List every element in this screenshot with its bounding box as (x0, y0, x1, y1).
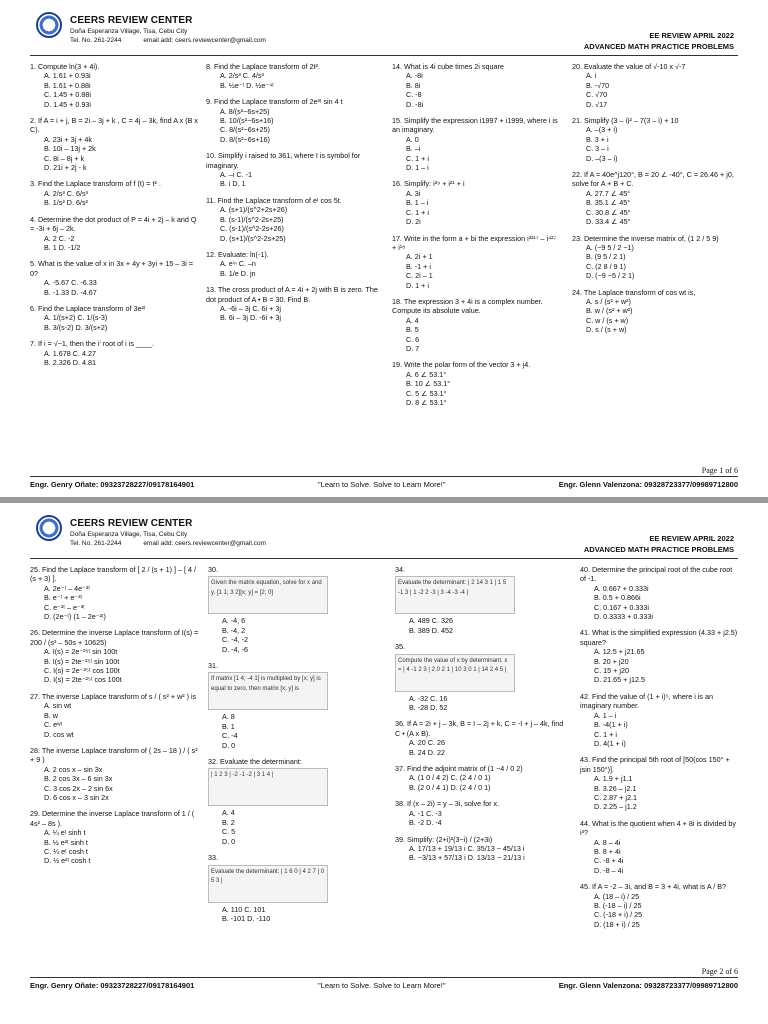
question-item (392, 360, 562, 407)
question-item (392, 116, 562, 172)
answer-choice: C. 30.8 ∠ 45° (586, 207, 631, 217)
answer-choice: B. (2 0 / 4 1) D. (2 4 / 0 1) (409, 782, 491, 792)
answer-choice: D. 1 + i (406, 280, 429, 290)
answer-choice: A. 0 (406, 134, 419, 144)
answer-choice: B. 35.1 ∠ 45° (586, 198, 631, 208)
answer-choice: D. √17 (586, 99, 608, 109)
question-item (30, 565, 200, 621)
answer-choice: A. s / (s² + w²) (586, 296, 631, 306)
answer-choice: A. 110 C. 101 (222, 904, 266, 914)
answer-choice: B. 2 (222, 817, 235, 827)
question-item (206, 285, 381, 323)
answer-choice: A. -1 C. -3 (409, 808, 442, 818)
answer-choice: B. -101 D. -110 (222, 913, 271, 923)
answer-choice: D. -8 – 4i (594, 865, 624, 875)
answer-choice: C. 6 (406, 334, 420, 344)
question-figure: Evaluate the determinant: | 1 6 0 | 4 2 7 | 0 5 3 | (208, 865, 328, 903)
footer-divider (30, 476, 738, 477)
question-stem: 41. What is the simplified expression (4.33 + j2.5) square? (580, 628, 738, 647)
answer-choice: B. I(s) = 2te⁻²⁵ᵗ sin 100t (44, 656, 120, 666)
answer-choice: D. cos wt (44, 729, 74, 739)
answer-choice: C. w / (s + w) (586, 315, 629, 325)
answer-choice: C. 3 – i (586, 144, 609, 154)
question-item (30, 746, 200, 802)
answer-choice: A. 2/s³ C. 6/s³ (44, 188, 88, 198)
answer-choice: D. (2e⁻ᵗ) (1 – 2e⁻²ᵗ) (44, 612, 106, 622)
answer-choice: C. 2i – 1 (406, 271, 433, 281)
answer-choice: A. –i C. -1 (220, 170, 252, 180)
answer-choice: B. 6i – 3j D. -6i + 3j (220, 313, 281, 323)
answer-choice: C. 1 + i (406, 207, 429, 217)
answer-choice: C. -8 (406, 90, 422, 100)
answer-choice: A. -5.67 C. -6.33 (44, 278, 97, 288)
question-item (392, 297, 562, 353)
page-header (0, 503, 768, 555)
question-item (208, 757, 388, 846)
answer-choice: A. (1 0 / 4 2) C. (2 4 / 0 1) (409, 773, 491, 783)
answer-choice: C. 5 (222, 827, 236, 837)
question-stem: 28. The inverse Laplace transform of ( 2s – 18 ) / ( s² + 9 ) (30, 745, 198, 765)
answer-choice: A. 8/(s²−6s+25) (220, 106, 270, 116)
question-item (395, 799, 570, 827)
answer-choice: B. 3 + i (586, 134, 609, 144)
answer-choice: D. 0 (222, 740, 236, 750)
answer-choice: D. 4(1 + i) (594, 738, 626, 748)
answer-choice: C. (-18 + i) / 25 (594, 910, 643, 920)
answer-choice: A. 4 (406, 315, 419, 325)
question-stem: 24. The Laplace transform of cos wt is, (572, 287, 696, 297)
answer-choice: D. 7 (406, 343, 420, 353)
question-item (30, 809, 200, 865)
answer-choice: A. I(s) = 2e⁻²⁵ᵗ sin 100t (44, 647, 118, 657)
answer-choice: C. (2 8 / 9 1) (586, 261, 626, 271)
question-stem: 26. Determine the inverse Laplace transform of I(s) = 200 / (s² – 50s + 10625) (30, 628, 199, 647)
answer-choice: B. 1.61 + 0.88i (44, 80, 91, 90)
column-2 (208, 565, 388, 930)
question-item (572, 62, 742, 109)
answer-choice: A. 1.9 + j1.1 (594, 774, 633, 784)
answer-choice: A. 6 ∠ 53.1° (406, 369, 447, 379)
org-contact: Tel. No. 261-2244 email add: ceers.reviewcenter@gmail.com (70, 540, 266, 547)
answer-choice: B. 2.326 D. 4.81 (44, 357, 96, 367)
answer-choice: D. -8i (406, 99, 424, 109)
question-stem: 19. Write the polar form of the vector 3 + j4. (392, 360, 531, 370)
answer-choice: C. 3 cos 2x – 2 sin 6x (44, 783, 113, 793)
answer-choice: D. I(s) = 2te⁻²⁵ᵗ cos 100t (44, 675, 122, 685)
question-item (572, 234, 742, 281)
question-stem: 18. The expression 3 + 4i is a complex number. Compute its absolute value. (392, 296, 543, 316)
answer-choice: B. 1/e D. jn (220, 268, 256, 278)
org-address: Doña Esperanza Village, Tisa, Cebu City (70, 531, 188, 538)
question-stem: 35. (395, 642, 405, 652)
answer-choice: A. 1/(s+2) C. 1/(s-3) (44, 313, 108, 323)
answer-choice: A. -8i (406, 71, 423, 81)
answer-choice: A. 17/13 + 19/13 i C. 35/13 − 45/13 i (409, 843, 525, 853)
answer-choice: B. 10 ∠ 53.1° (406, 379, 451, 389)
answer-choice: A. 2i + 1 (406, 252, 433, 262)
answer-choice: A. 1.61 + 0.93i (44, 71, 91, 81)
question-stem: 33. (208, 853, 218, 863)
question-figure: Evaluate the determinant: | 2 14 3 1 | 1 5 -1 3 | 1 -2 2 -3 | 3 -4 -3 -4 | (395, 576, 515, 614)
question-stem: 12. Evaluate: ln(-1). (206, 249, 269, 259)
answer-choice: C. 5 ∠ 53.1° (406, 388, 447, 398)
answer-choice: A. 0.667 + 0.333i (594, 583, 649, 593)
question-stem: 6. Find the Laplace transform of 3e²ᵗ (30, 303, 146, 313)
question-item (392, 179, 562, 226)
footer-divider (30, 977, 738, 978)
question-item (395, 719, 570, 757)
question-item (30, 179, 200, 207)
question-item (395, 565, 570, 635)
question-item (395, 764, 570, 792)
question-stem: 3. Find the Laplace transform of f (t) = t² . (30, 179, 161, 189)
review-center-logo-icon (36, 515, 62, 541)
answer-choice: C. eʷᵗ (44, 720, 63, 730)
answer-choice: A. 4 (222, 808, 235, 818)
question-stem: 40. Determine the principal root of the cube root of -1. (580, 565, 733, 584)
question-stem: 2. If A = i + j, B = 2i – 3j + k , C = 4j – 3k, find A x (B x C). (30, 116, 198, 135)
answer-choice: A. -4, 6 (222, 616, 246, 626)
question-item (580, 628, 740, 684)
answer-choice: C. 15 + j20 (594, 666, 629, 676)
answer-choice: D. -4, -6 (222, 644, 248, 654)
answer-choice: B. (s-1)/(s^2-2s+25) (220, 214, 284, 224)
answer-choice: B. e⁻ᵗ + e⁻³ᵗ (44, 593, 83, 603)
answer-choice: A. 8 (222, 712, 235, 722)
question-item (208, 565, 388, 654)
answer-choice: B. −3/13 + 57/13 i D. 13/13 − 21/13 i (409, 853, 525, 863)
answer-choice: C. (s-1)/(s^2-2s+26) (220, 224, 284, 234)
column-2 (206, 62, 381, 330)
question-stem: 42. Find the value of (1 + i)⁵, where i is an imaginary number. (580, 691, 714, 711)
question-item (30, 339, 200, 367)
question-item (580, 882, 740, 929)
question-item (206, 97, 381, 144)
answer-choice: B. 0.5 + 0.866i (594, 593, 641, 603)
answer-choice: B. 10/(s²−6s+16) (220, 116, 274, 126)
question-item (30, 62, 200, 109)
question-item (206, 62, 381, 90)
question-item (208, 853, 388, 923)
answer-choice: A. ¼ eᵗ sinh t (44, 828, 86, 838)
answer-choice: D. 33.4 ∠ 45° (586, 217, 631, 227)
answer-choice: A. 489 C. 326 (409, 616, 453, 626)
answer-choice: C. 1.45 + 0.88i (44, 90, 91, 100)
column-1 (30, 565, 200, 873)
question-stem: 17. Write in the form a + bi the expression i³²¹⁷ – i⁴²⁷ + i¹⁸ (392, 233, 557, 252)
answer-choice: C. -4 (222, 731, 238, 741)
question-item (30, 215, 200, 253)
org-address: Doña Esperanza Village, Tisa, Cebu City (70, 28, 188, 35)
question-item (580, 755, 740, 811)
column-1 (30, 62, 200, 374)
page-2: CEERS REVIEW CENTER Doña Esperanza Village, Tisa, Cebu City Tel. No. 261-2244 email add: ceers.reviewcenter@gmail.com EE REVIEW APRIL 2022 ADVANCED MATH PRACTICE PROBLEMS 25. Find the Laplace transform of [ 2 / (s + 1) ] – [ 4 / (s + 3) ]. A. 2e⁻ᵗ – 4e⁻³ᵗ B. e⁻ᵗ + e⁻³ᵗ C. e⁻²ᵗ – e⁻³ᵗ D. (2e⁻ᵗ) (1 – 2e⁻²ᵗ) 26. Determine the inverse Laplace transform of I(s) = 200 / (s² – 50s + 10625) A. I(s) = 2e⁻²⁵ᵗ sin 100t B. I(s) = 2te⁻²⁵ᵗ sin 100t C. I(s) = 2e⁻²⁵ᵗ cos 100t D. I(s) = 2te⁻²⁵ᵗ cos 100t 27. The inverse Laplace transform of s / ( s² + w² ) is A. sin wt B. w C. eʷᵗ D. cos wt 28. The inverse Laplace transform of ( 2s – 18 ) / ( s² + 9 ) A. 2 cos x – sin 3x B. 2 cos 3x – 6 sin 3x C. 3 cos 2x – 2 sin 6x D. 6 cos x – 3 sin 2x 29. Determine the inverse Laplace transform of 1 / ( 4s² – 8s ). A. ¼ eᵗ sinh t B. ½ e²ᵗ sinh t C. ¼ eᵗ cosh t D. ½ e²ᵗ cosh t 30. Given the matrix equation, solve for x and y. [1 1; 3 2][x; y] = [2; 0] A. -4, 6 B. -4, 2 C. -4, -2 D. -4, -6 31. If matrix [1 4; -4 1] is multiplied by [x; y] is equal to zero, then matrix [x; y] is A. 8 B. 1 C. -4 D. 0 32. Evaluate the determinant: | 1 2 3 | -2 -1 -2 | 3 1 4 | A. 4 B. 2 C. 5 D. 0 33. Evaluate the determinant: | 1 6 0 | 4 2 7 | 0 5 3 | A. 110 C. 101 B. -101 D. -110 34. Evaluate the determinant: | 2 14 3 1 | 1 5 -1 3 | 1 -2 2 -3 | 3 -4 -3 -4 | A. 489 C. 326 B. 389 D. 452 35. Compute the value of x by determinant. x = | 4 -1 2 3 | 2 0 2 1 | 10 3 0 1 | 14 2 4 5 | A. -32 C. 16 B. -28 D. 52 36. If A = 2i + j – 3k, B = I – 2j + k, C = -I + j – 4k, find C • (A x B). A. 20 C. 26 B. 24 D. 22 37. Find the adjoint matrix of (1 −4 / 0 2) A. (1 0 / 4 2) C. (2 4 / 0 1) B. (2 0 / 4 1) D. (2 4 / 0 1) 38. If (x – 2i) = y – 3i, solve for x. A. -1 C. -3 B. -2 D. -4 39. Simplify: (2+i)²(3−i) / (2+3i) A. 17/13 + 19/13 i C. 35/13 − 45/13 i B. −3/13 + 57/13 i D. 13/13 − 21/13 i 40. Determine the principal root of the cube root of -1. A. 0.667 + 0.333i B. 0.5 + 0.866i C. 0.167 + 0.333i D. 0.3333 + 0.333i 41. What is the simplified expression (4.33 + j2.5) square? A. 12.5 + j21.65 B. 20 + j20 C. 15 + j20 D. 21.65 + j12.5 42. Find the value of (1 + i)⁵, where i is an imaginary number. A. 1 – i B. -4(1 + i) C. 1 + i D. 4(1 + i) 43. Find the principal 5th root of [50(cos 150° + jsin 150°)]. A. 1.9 + j1.1 B. 3.26 – j2.1 C. 2.87 + j2.1 D. 2.25 – j1.2 44. What is the quotient when 4 + 8i is divided by i³? A. 8 – 4i B. 8 + 4i C. -8 + 4i D. -8 – 4i 45. If A = -2 – 3i, and B = 3 + 4i, what is A / B? A. (18 – i) / 25 B. (-18 – i) / 25 C. (-18 + i) / 25 D. (18 + i) / 25 Page 2 of 6 Engr. Genry Oñate: 09323728227/09178164901 "Learn to Solve. Solve to Learn More!" Engr. Glenn Valenzona: 09328723377/09989712800 (0, 503, 768, 1024)
answer-choice: D. 8/(s²−6s+16) (220, 134, 270, 144)
page-1: CEERS REVIEW CENTER Doña Esperanza Village, Tisa, Cebu City Tel. No. 261-2244 email add: ceers.reviewcenter@gmail.com EE REVIEW APRIL 2022 ADVANCED MATH PRACTICE PROBLEMS 1. Compute ln(3 + 4i). A. 1.61 + 0.93i B. 1.61 + 0.88i C. 1.45 + 0.88i D. 1.45 + 0.93i 2. If A = i + j, B = 2i – 3j + k , C = 4j – 3k, find A x (B x C). A. 23i + 3j + 4k B. 10i – 13j + 2k C. 8i – 8j + k D. 21i + 2j - k 3. Find the Laplace transform of f (t) = t² . A. 2/s³ C. 6/s³ B. 1/s² D. 6/s² 4. Determine the dot product of P = 4i + 2j – k and Q = -3i + 6j – 2k. A. 2 C. -2 B. 1 D. -1/2 5. What is the value of x in 3x + 4y + 3yi + 15 – 3i = 0? A. -5.67 C. -6.33 B. -1.33 D. -4.67 6. Find the Laplace transform of 3e²ᵗ A. 1/(s+2) C. 1/(s-3) B. 3/(s-2) D. 3/(s+2) 7. If i = √−1, then the iⁱ root of i is ____. A. 1.678 C. 4.27 B. 2.326 D. 4.81 8. Find the Laplace transform of 2t². A. 2/s³ C. 4/s³ B. ½e⁻ᵗ D. ½e⁻⁴ᵗ 9. Find the Laplace transform of 2e³ᵗ sin 4 t A. 8/(s²−6s+25) B. 10/(s²−6s+16) C. 8/(s²−6s+25) D. 8/(s²−6s+16) 10. Simplify i raised to 361, where I is symbol for imaginary. A. –i C. -1 B. i D. 1 11. Find the Laplace transform of eᵗ cos 5t. A. (s+1)/(s^2+2s+26) B. (s-1)/(s^2-2s+25) C. (s-1)/(s^2-2s+26) D. (s+1)/(s^2-2s+25) 12. Evaluate: ln(-1). A. eⁱⁿ C. –n B. 1/e D. jn 13. The cross product of A = 4i + 2j with B is zero. The dot product of A • B = 30. Find B. A. -6i – 3j C. 6i + 3j B. 6i – 3j D. -6i + 3j 14. What is 4i cube times 2i square A. -8i B. 8i C. -8 D. -8i 15. Simplify the expression i1997 + i1999, where i is an imaginary. A. 0 B. –i C. 1 + i D. 1 – i 16. Simplify: i²⁹ + i²¹ + i A. 3i B. 1 – i C. 1 + i D. 2i 17. Write in the form a + bi the expression i³²¹⁷ – i⁴²⁷ + i¹⁸ A. 2i + 1 B. -1 + i C. 2i – 1 D. 1 + i 18. The expression 3 + 4i is a complex number. Compute its absolute value. A. 4 B. 5 C. 6 D. 7 19. Write the polar form of the vector 3 + j4. A. 6 ∠ 53.1° B. 10 ∠ 53.1° C. 5 ∠ 53.1° D. 8 ∠ 53.1° 20. Evaluate the value of √-10 x √-7 A. i B. -√70 C. √70 D. √17 21. Simplify (3 – i)² – 7(3 – i) + 10 A. –(3 + i) B. 3 + i C. 3 – i D. –(3 – i) 22. If A = 40e^j120°, B = 20 ∠ -40°, C = 26.46 + j0, solve for A + B + C. A. 27.7 ∠ 45° B. 35.1 ∠ 45° C. 30.8 ∠ 45° D. 33.4 ∠ 45° 23. Determine the inverse matrix of, (1 2 / 5 9) A. (−9 5 / 2 −1) B. (9 5 / 2 1) C. (2 8 / 9 1) D. (−9 −5 / 2 1) 24. The Laplace transform of cos wt is, A. s / (s² + w²) B. w / (s² + w²) C. w / (s + w) D. s / (s + w) Page 1 of 6 Engr. Genry Oñate: 09323728227/09178164901 "Learn to Solve. Solve to Learn More!" Engr. Glenn Valenzona: 09328723377/09989712800 (0, 0, 768, 497)
answer-choice: B. –i (406, 144, 421, 154)
answer-choice: D. 0.3333 + 0.333i (594, 612, 653, 622)
answer-choice: C. 8/(s²−6s+25) (220, 125, 270, 135)
column-4 (580, 565, 740, 936)
answer-choice: D. (18 + i) / 25 (594, 919, 640, 929)
answer-choice: D. s / (s + w) (586, 325, 627, 335)
review-center-logo-icon (36, 12, 62, 38)
question-item (392, 62, 562, 109)
answer-choice: A. 1.678 C. 4.27 (44, 348, 96, 358)
question-stem: 30. (208, 565, 218, 574)
question-item (580, 565, 740, 621)
question-stem: 14. What is 4i cube times 2i square (392, 62, 504, 71)
answer-choice: B. 20 + j20 (594, 656, 629, 666)
answer-choice: B. 2 cos 3x – 6 sin 3x (44, 774, 113, 784)
question-item (30, 628, 200, 684)
answer-choice: C. I(s) = 2e⁻²⁵ᵗ cos 100t (44, 666, 120, 676)
question-stem: 23. Determine the inverse matrix of, (1 2 / 5 9) (572, 233, 719, 243)
column-3 (395, 565, 570, 870)
answer-choice: A. sin wt (44, 701, 72, 711)
question-stem: 16. Simplify: i²⁹ + i²¹ + i (392, 179, 465, 189)
answer-choice: B. -1 + i (406, 261, 431, 271)
answer-choice: B. -4(1 + i) (594, 720, 628, 730)
answer-choice: A. 27.7 ∠ 45° (586, 188, 631, 198)
question-stem: 13. The cross product of A = 4i + 2j with B is zero. The dot product of A • B = 30. Find B. (206, 285, 378, 304)
question-stem: 15. Simplify the expression i1997 + i1999, where i is an imaginary. (392, 116, 558, 135)
doc-title: EE REVIEW APRIL 2022 ADVANCED MATH PRACTICE PROBLEMS (583, 534, 734, 554)
answer-choice: A. -6i – 3j C. 6i + 3j (220, 303, 281, 313)
answer-choice: A. (−9 5 / 2 −1) (586, 242, 634, 252)
answer-choice: B. 1 (222, 721, 235, 731)
answer-choice: D. 1.45 + 0.93i (44, 99, 91, 109)
answer-choice: A. (s+1)/(s^2+2s+26) (220, 205, 288, 215)
org-name: CEERS REVIEW CENTER (70, 15, 193, 26)
answer-choice: D. 6 cos x – 3 sin 2x (44, 792, 109, 802)
question-stem: 27. The inverse Laplace transform of s / ( s² + w² ) is (30, 691, 197, 701)
question-stem: 20. Evaluate the value of √-10 x √-7 (572, 62, 686, 71)
answer-choice: D. 1 – i (406, 163, 429, 173)
answer-choice: B. 3.26 – j2.1 (594, 783, 637, 793)
answer-choice: B. 8i (406, 80, 421, 90)
question-item (30, 116, 200, 172)
answer-choice: A. 23i + 3j + 4k (44, 134, 92, 144)
answer-choice: B. 10i – 13j + 2k (44, 144, 96, 154)
answer-choice: A. 1 – i (594, 710, 617, 720)
question-stem: 45. If A = -2 – 3i, and B = 3 + 4i, what is A / B? (580, 882, 727, 892)
answer-choice: B. (9 5 / 2 1) (586, 252, 626, 262)
answer-choice: A. 2e⁻ᵗ – 4e⁻³ᵗ (44, 583, 90, 593)
page-number: Page 1 of 6 (701, 466, 738, 475)
org-name: CEERS REVIEW CENTER (70, 518, 193, 529)
answer-choice: B. 1 – i (406, 198, 429, 208)
page-header (0, 0, 768, 52)
question-stem: 22. If A = 40e^j120°, B = 20 ∠ -40°, C = 26.46 + j0, solve for A + B + C. (572, 170, 734, 189)
answer-choice: B. 389 D. 452 (409, 625, 453, 635)
question-item (580, 692, 740, 748)
answer-choice: D. ½ e²ᵗ cosh t (44, 856, 91, 866)
answer-choice: C. 1 + i (406, 153, 429, 163)
answer-choice: A. eⁱⁿ C. –n (220, 259, 256, 269)
question-item (395, 642, 570, 712)
answer-choice: B. 1/s² D. 6/s² (44, 198, 88, 208)
answer-choice: D. 0 (222, 836, 236, 846)
answer-choice: A. (18 – i) / 25 (594, 891, 640, 901)
answer-choice: D. 21.65 + j12.5 (594, 675, 645, 685)
answer-choice: B. w / (s² + w²) (586, 306, 633, 316)
answer-choice: C. 1 + i (594, 729, 617, 739)
answer-choice: B. 24 D. 22 (409, 747, 445, 757)
answer-choice: C. e⁻²ᵗ – e⁻³ᵗ (44, 602, 85, 612)
question-item (206, 250, 381, 278)
answer-choice: A. -32 C. 16 (409, 693, 448, 703)
question-item (395, 835, 570, 863)
question-item (30, 259, 200, 297)
question-figure: If matrix [1 4; -4 1] is multiplied by [x; y] is equal to zero, then matrix [x; y] is (208, 672, 328, 710)
question-item (572, 116, 742, 163)
answer-choice: A. 20 C. 26 (409, 738, 445, 748)
answer-choice: A. 2/s³ C. 4/s³ (220, 71, 264, 81)
answer-choice: C. √70 (586, 90, 608, 100)
question-stem: 43. Find the principal 5th root of [50(cos 150° + jsin 150°)]. (580, 755, 730, 774)
question-stem: 9. Find the Laplace transform of 2e³ᵗ sin 4 t (206, 97, 343, 107)
answer-choice: D. –(3 – i) (586, 153, 618, 163)
answer-choice: A. 2 cos x – sin 3x (44, 764, 103, 774)
question-item (208, 661, 388, 750)
question-item (30, 692, 200, 739)
question-stem: 4. Determine the dot product of P = 4i + 2j – k and Q = -3i + 6j – 2k. (30, 214, 197, 234)
question-stem: 34. (395, 565, 405, 574)
answer-choice: C. -8 + 4i (594, 856, 624, 866)
answer-choice: D. (−9 −5 / 2 1) (586, 271, 635, 281)
doc-title: EE REVIEW APRIL 2022 ADVANCED MATH PRACTICE PROBLEMS (583, 31, 734, 51)
question-item (206, 151, 381, 189)
question-item (392, 234, 562, 290)
question-item (30, 304, 200, 332)
column-4 (572, 62, 742, 342)
question-item (572, 170, 742, 226)
answer-choice: C. -4, -2 (222, 635, 248, 645)
answer-choice: C. ¼ eᵗ cosh t (44, 846, 88, 856)
answer-choice: A. 3i (406, 188, 421, 198)
question-item (572, 288, 742, 335)
answer-choice: B. -1.33 D. -4.67 (44, 287, 97, 297)
answer-choice: B. (-18 – i) / 25 (594, 901, 642, 910)
answer-choice: B. w (44, 710, 58, 720)
answer-choice: C. 8i – 8j + k (44, 153, 85, 163)
question-stem: 8. Find the Laplace transform of 2t². (206, 62, 320, 71)
answer-choice: A. 8 – 4i (594, 837, 621, 847)
answer-choice: D. 2.25 – j1.2 (594, 802, 637, 812)
answer-choice: B. ½ e²ᵗ sinh t (44, 837, 88, 847)
answer-choice: A. –(3 + i) (586, 125, 618, 135)
question-stem: 5. What is the value of x in 3x + 4y + 3yi + 15 – 3i = 0? (30, 259, 194, 278)
header-divider (30, 558, 738, 559)
answer-choice: D. 2i (406, 217, 421, 227)
question-stem: 39. Simplify: (2+i)²(3−i) / (2+3i) (395, 834, 493, 844)
org-contact: Tel. No. 261-2244 email add: ceers.reviewcenter@gmail.com (70, 37, 266, 44)
answer-choice: B. -28 D. 52 (409, 703, 448, 713)
answer-choice: B. 8 + 4i (594, 846, 621, 856)
question-stem: 25. Find the Laplace transform of [ 2 / (s + 1) ] – [ 4 / (s + 3) ]. (30, 565, 196, 584)
answer-choice: B. 1 D. -1/2 (44, 242, 81, 252)
header-divider (30, 55, 738, 56)
question-stem: 37. Find the adjoint matrix of (1 −4 / 0 2) (395, 764, 523, 774)
question-stem: 11. Find the Laplace transform of eᵗ cos 5t. (206, 195, 342, 205)
answer-choice: B. 3/(s-2) D. 3/(s+2) (44, 322, 108, 332)
question-stem: 21. Simplify (3 – i)² – 7(3 – i) + 10 (572, 116, 679, 126)
answer-choice: B. i D. 1 (220, 179, 246, 189)
question-stem: 10. Simplify i raised to 361, where I is symbol for imaginary. (206, 151, 361, 170)
answer-choice: D. (s+1)/(s^2-2s+25) (220, 233, 286, 243)
column-3 (392, 62, 562, 414)
question-figure: | 1 2 3 | -2 -1 -2 | 3 1 4 | (208, 768, 328, 806)
answer-choice: B. ½e⁻ᵗ D. ½e⁻⁴ᵗ (220, 80, 274, 90)
answer-choice: B. -2 D. -4 (409, 818, 442, 828)
answer-choice: D. 21i + 2j - k (44, 163, 87, 173)
answer-choice: D. 8 ∠ 53.1° (406, 398, 447, 407)
answer-choice: A. i (586, 71, 597, 81)
answer-choice: B. 5 (406, 325, 419, 335)
question-item (206, 196, 381, 243)
question-stem: 31. (208, 661, 218, 671)
question-stem: 44. What is the quotient when 4 + 8i is divided by i³? (580, 818, 737, 838)
question-stem: 29. Determine the inverse Laplace transform of 1 / ( 4s² – 8s ). (30, 809, 195, 828)
answer-choice: B. -√70 (586, 80, 610, 90)
answer-choice: C. 2.87 + j2.1 (594, 792, 637, 802)
answer-choice: A. 2 C. -2 (44, 233, 75, 243)
question-item (580, 819, 740, 875)
question-figure: Compute the value of x by determinant. x = | 4 -1 2 3 | 2 0 2 1 | 10 3 0 1 | 14 2 4 5 | (395, 654, 515, 692)
answer-choice: C. 0.167 + 0.333i (594, 602, 649, 612)
answer-choice: A. 12.5 + j21.65 (594, 647, 645, 657)
question-figure: Given the matrix equation, solve for x and y. [1 1; 3 2][x; y] = [2; 0] (208, 576, 328, 614)
page-number: Page 2 of 6 (701, 967, 738, 976)
question-stem: 7. If i = √−1, then the iⁱ root of i is ____. (30, 339, 154, 349)
answer-choice: B. -4, 2 (222, 625, 246, 635)
question-stem: 38. If (x – 2i) = y – 3i, solve for x. (395, 799, 500, 809)
question-stem: 32. Evaluate the determinant: (208, 757, 302, 767)
question-stem: 36. If A = 2i + j – 3k, B = I – 2j + k, C = -I + j – 4k, find C • (A x B). (395, 719, 564, 738)
question-stem: 1. Compute ln(3 + 4i). (30, 62, 100, 71)
